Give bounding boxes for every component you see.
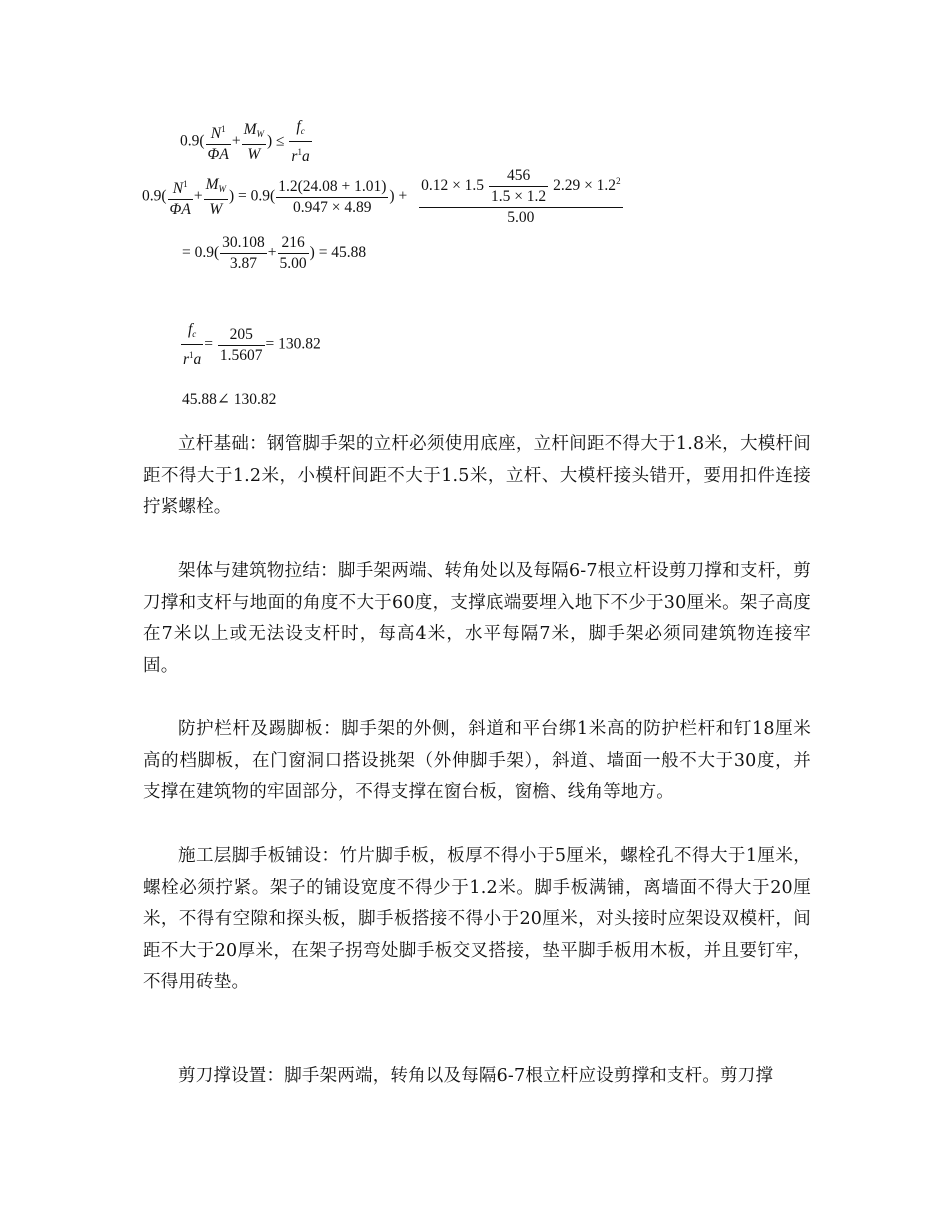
fraction: 0.12 × 1.5 $\frac{456}{1.5 \times 1.2}$ $2.29 \times 1.2^2$ 5.00 [421,167,621,226]
fraction: $\frac{f_c}{r^1a}$ [291,118,310,165]
fraction: $\frac{456}{1.5 \times 1.2}$ [490,167,547,205]
paragraph-frame-tie: 架体与建筑物拉结：脚手架两端、转角处以及每隔6-7根立杆设剪刀撑和支杆，剪刀撑和支杆与地面的角度不大于60度，支撑底端要埋入地下不少于30厘米。架子高度在7米以上或无法设支杆时，每高4米，水平每隔7米，脚手架必须同建筑物连接牢固。 [143,561,811,676]
paragraph-guardrail: 防护栏杆及踢脚板：脚手架的外侧，斜道和平台绑1米高的防护栏杆和钉18厘米高的档脚板，在门窗洞口搭设挑架（外伸脚手架），斜道、墙面一般不大于30度，并支撑在建筑物的牢固部分，不得支撑在窗台板，窗檐、线角等地方。 [143,719,811,803]
fraction: $\frac{1.2(24.08 + 1.01)}{0.947 \times 4.89}$ [278,177,387,216]
fraction: $\frac{216}{5.00}$ [279,234,307,272]
fraction: $\frac{M_W}{W}$ [243,120,264,163]
fraction: $\frac{N^1}{\Phi A}$ [206,119,231,165]
fraction: $\frac{205}{1.5607}$ [219,325,263,364]
formula-result: = 0.9( $\frac{30.108}{3.87}$ + $\frac{216}{5.00}$ ) = 45.88 [182,234,367,272]
formula-text: 0.9( [180,132,205,150]
paragraph-cross-bracing: 剪刀撑设置：脚手架两端，转角以及每隔6-7根立杆应设剪撑和支杆。剪刀撑 [178,1066,774,1086]
formula-comparison: 45.88∠ 130.82 [182,391,277,408]
formula-condition: 0.9( $\frac{N^1}{\Phi A}$ + $\frac{M_W}{W}$ ) ≤ $\frac{f_c}{r^1a}$ [180,118,310,165]
fraction: $\frac{30.108}{3.87}$ [222,234,265,272]
fraction: $\frac{M_W}{W}$ [205,175,226,218]
fraction: $\frac{N^1}{\Phi A}$ [168,174,193,220]
fraction: $\frac{f_c}{r^1a}$ [183,321,202,368]
formula-allowable: $\frac{f_c}{r^1a}$ = $\frac{205}{1.5607}$ = 130.82 [183,321,321,368]
paragraph-pole-foundation: 立杆基础：钢管脚手架的立杆必须使用底座，立杆间距不得大于1.8米，大模杆间距不得大于1.2米，小模杆间距不大于1.5米，立杆、大模杆接头错开，要用扣件连接拧紧螺栓。 [143,434,811,518]
paragraph-scaffold-board: 施工层脚手板铺设：竹片脚手板，板厚不得小于5厘米，螺栓孔不得大于1厘米，螺栓必须拧紧。架子的铺设宽度不得少于1.2米。脚手板满铺，离墙面不得大于20厘米，不得有空隙和探头板，脚手板搭接不得小于20厘米，对头接时应架设双模杆，间距不大于20厚米，在架子拐弯处脚手板交叉搭接，垫平脚手板用木板，并且要钉牢，不得用砖垫。 [143,846,811,993]
formula-calculation: 0.9( $\frac{N^1}{\Phi A}$ + $\frac{M_W}{W}$ ) = 0.9( $\frac{1.2(24.08 + 1.01)}{0.947 \times 4.89}$ ) + 0.12 × 1.5 $\frac{456}{1.5 \times 1.2}$ $2.29 \times 1.2^2$ 5.00 [142,167,621,226]
